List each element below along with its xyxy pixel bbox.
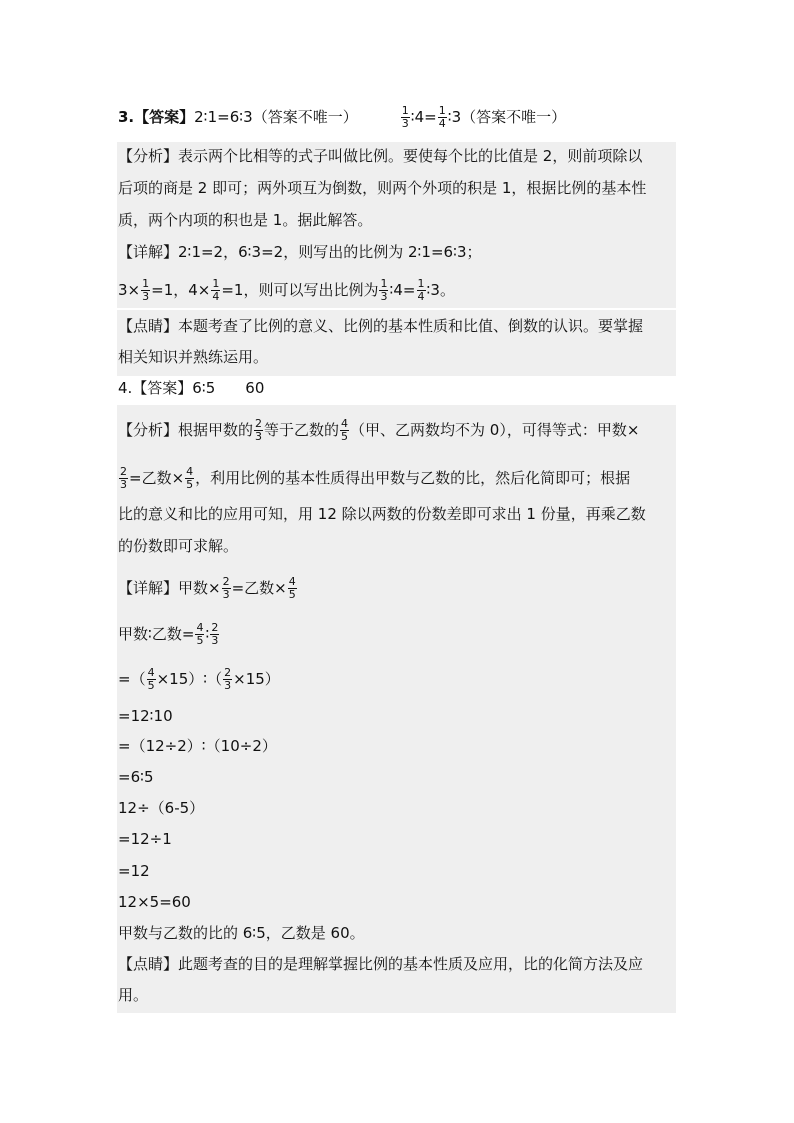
fraction: $\frac{1}{3}$ [380,277,388,303]
fraction: $\frac{1}{4}$ [417,277,425,303]
q4-analysis-line: 比的意义和比的应用可知，用 12 除以两数的份数差即可求出 1 份量，再乘乙数 [118,505,646,523]
q4-step-line: 12÷（6-5） [118,799,205,817]
q4-comment-line: 用。 [118,986,149,1004]
fraction: $\frac{4}{5}$ [196,621,204,647]
fraction: $\frac{4}{5}$ [341,417,349,443]
fraction: $\frac{2}{3}$ [224,666,232,692]
q4-step-line: =12÷1 [118,830,172,848]
q4-step-line: =（12÷2）∶（10÷2） [118,737,277,755]
q3-detail-line: 3× $\frac{1}{3}$ =1，4× $\frac{1}{4}$ =1，则可以写出比例为 $\frac{1}{3}$ ∶4= $\frac{1}{4}$ ∶3。 [118,277,455,303]
fraction: $\frac{4}{5}$ [147,666,155,692]
fraction: $\frac{4}{5}$ [288,575,296,601]
q4-analysis-line: 的份数即可求解。 [118,537,239,555]
fraction: $\frac{2}{3}$ [255,417,263,443]
q3-answer-part1: 2∶1=6∶3（答案不唯一） [194,108,358,126]
q4-step-line: =6∶5 [118,768,154,786]
q4-detail-line: 【详解】甲数× $\frac{2}{3}$ =乙数× $\frac{4}{5}$ [118,575,296,601]
fraction: $\frac{4}{5}$ [186,465,194,491]
q3-analysis-line: 后项的商是 2 即可；两外项互为倒数，则两个外项的积是 1，根据比例的基本性 [118,179,647,197]
q3-analysis-line: 【分析】表示两个比相等的式子叫做比例。要使每个比的比值是 2，则前项除以 [118,147,643,165]
q3-answer-prefix: 3.【答案】 [118,108,195,126]
fraction: $\frac{1}{4}$ [438,104,446,130]
q3-detail-line: 【详解】2∶1=2，6∶3=2，则写出的比例为 2∶1=6∶3； [118,243,482,261]
q4-analysis-line: 【分析】根据甲数的 $\frac{2}{3}$ 等于乙数的 $\frac{4}{5}$ （甲、乙两数均不为 0），可得等式：甲数× [118,417,640,443]
fraction: $\frac{1}{3}$ [142,277,150,303]
q4-step-line: 12×5=60 [118,893,191,911]
q3-comment-line: 【点睛】本题考查了比例的意义、比例的基本性质和比值、倒数的认识。要掌握 [118,317,644,335]
q4-analysis-line: $\frac{2}{3}$ =乙数× $\frac{4}{5}$ ，利用比例的基本性质得出甲数与乙数的比，然后化简即可；根据 [120,465,631,491]
q3-analysis-line: 质，两个内项的积也是 1。据此解答。 [118,211,373,229]
q4-step-line: =12 [118,862,150,880]
fraction: $\frac{1}{4}$ [212,277,220,303]
q4-step-line: 甲数∶乙数= $\frac{4}{5}$ ∶ $\frac{2}{3}$ [118,621,219,647]
fraction: $\frac{1}{3}$ [401,104,409,130]
q4-conclusion: 甲数与乙数的比的 6∶5，乙数是 60。 [118,924,365,942]
fraction: $\frac{2}{3}$ [120,465,127,491]
fraction: $\frac{2}{3}$ [211,621,219,647]
q3-comment-line: 相关知识并熟练运用。 [118,348,269,366]
q4-step-line: =（ $\frac{4}{5}$ ×15）∶（ $\frac{2}{3}$ ×15） [118,666,280,692]
q3-answer-line: 3.【答案】2∶1=6∶3（答案不唯一） $\frac{1}{3}$ ∶4= $\frac{1}{4}$ ∶3（答案不唯一） [118,104,567,130]
fraction: $\frac{2}{3}$ [222,575,230,601]
q4-answer-line: 4.【答案】6∶5 60 [118,379,265,397]
q4-comment-line: 【点睛】此题考查的目的是理解掌握比例的基本性质及应用，比的化简方法及应 [118,955,644,973]
q4-step-line: =12∶10 [118,707,173,725]
